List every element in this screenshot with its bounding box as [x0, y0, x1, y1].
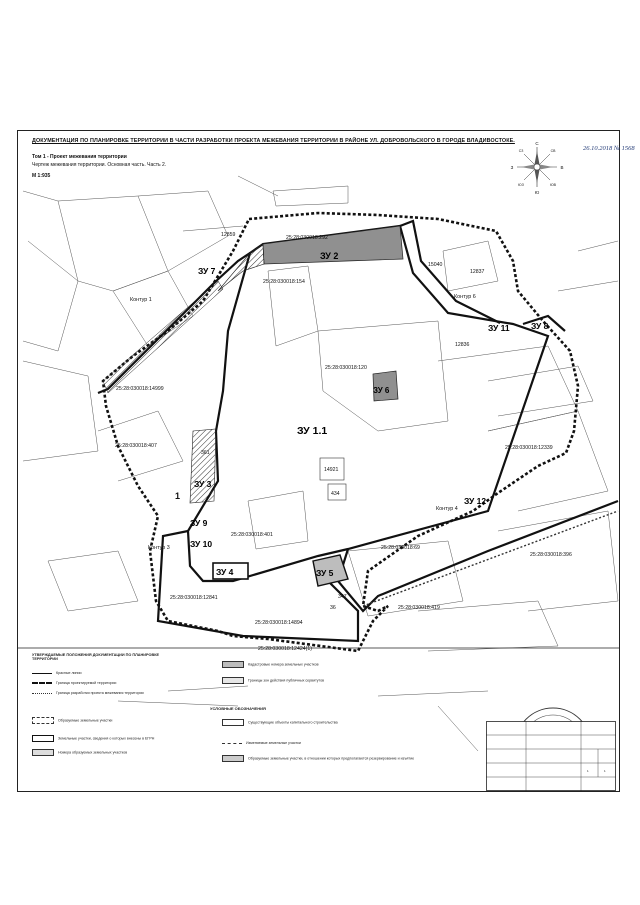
legend-item-project-boundary	[32, 681, 116, 685]
legend-item-new-parcels	[32, 717, 112, 724]
zone-label-zu2: ЗУ 2	[320, 251, 339, 261]
parcel-label-401: 25:28:030018:401	[231, 532, 273, 538]
legend-item-changed-parcels	[222, 741, 301, 745]
compass-west-label: З	[510, 165, 514, 170]
parcel-label-419: 25:28:030018:419	[398, 605, 440, 611]
parcel-label-347: 347	[338, 594, 347, 600]
parcel-label-36: 36	[330, 605, 336, 611]
document-title: ДОКУМЕНТАЦИЯ ПО ПЛАНИРОВКЕ ТЕРРИТОРИИ В ЧАСТИ РАЗРАБОТКИ ПРОЕКТА МЕЖЕВАНИЯ ТЕРРИТОРИИ В РАЙОНЕ УЛ. ДОБРОВОЛЬСКОГО В ГОРОДЕ ВЛАДИВОСТОКЕ.	[32, 138, 515, 144]
servitude-line	[363, 511, 618, 606]
parcel-label-361: 361	[201, 450, 210, 456]
compass-rose	[511, 141, 564, 195]
contour-label-6: Контур 6	[454, 294, 476, 300]
handwritten-registration: 26.10.2018 № 1568	[583, 145, 635, 152]
zone-label-zu6: ЗУ 6	[373, 386, 390, 395]
parcel-label-15040: 15040	[428, 262, 443, 268]
legend-item-egrn-parcels	[32, 735, 154, 742]
legend-text-6: Номера образуемых земельных участков	[58, 750, 128, 755]
drawing-subtitle: Чертеж межевания территории. Основная часть. Часть 2.	[32, 162, 167, 168]
compass-se-label: ЮВ	[550, 183, 556, 187]
parcel-label-12837: 12837	[470, 269, 485, 275]
parcel-label-12859: 12859	[221, 232, 236, 238]
parcel-label-1: 1	[175, 491, 181, 501]
zone-labels	[190, 251, 549, 578]
legend-text-2: Граница проектируемой территории	[56, 681, 117, 685]
legend-text-5: Земельные участки, сведения о которых внесены в ЕГРН	[58, 736, 155, 741]
parcel-label-154: 25:28:030018:154	[263, 279, 305, 285]
legend-item-cad-numbers	[222, 661, 319, 668]
legend-text-7: Кадастровые номера земельных участков	[248, 662, 319, 667]
legend-text-9: Существующие объекты капитального строительства	[248, 720, 338, 725]
legend-text-10: Изменяемые земельные участки	[246, 741, 301, 745]
map-sheet	[17, 130, 635, 792]
legend-item-buildings	[222, 719, 338, 726]
red-lines	[98, 221, 618, 641]
parcel-label-14999: 25:28:030018:14999	[116, 386, 164, 392]
title-block-sheet: 1	[587, 769, 589, 773]
compass-ne-label: СВ	[550, 149, 556, 153]
zu3-area	[190, 429, 216, 503]
scale-label: М 1:935	[32, 173, 51, 179]
zone-label-zu11: ЗУ 1.1	[297, 425, 328, 437]
contour-label-3: Контур 3	[148, 545, 170, 551]
zone-label-zu7: ЗУ 7	[198, 266, 216, 276]
contour-label-4: Контур 4	[436, 506, 458, 512]
parcel-label-12339: 25:28:030018:12339	[505, 445, 553, 451]
legend-text-3: Граница разработки проекта межевания территории	[56, 691, 144, 695]
legend-heading: УТВЕРЖДАЕМЫЕ ПОЛОЖЕНИЯ ДОКУМЕНТАЦИИ ПО ПЛАНИРОВКЕ ТЕРРИТОРИИ	[32, 653, 160, 661]
legend-item-reserved	[222, 755, 422, 762]
legend-text-4: Образуемые земельные участки	[58, 718, 113, 723]
legend-item-red-lines	[32, 671, 82, 675]
legend-item-servitude	[222, 677, 324, 684]
volume-title: Том 1 - Проект межевания территории	[32, 154, 127, 160]
legend-text-8: Границы зон действия публичных сервитутов	[248, 678, 325, 683]
parcel-label-12424: 25:28:030018:12424(1)	[258, 646, 312, 652]
title-block	[486, 721, 616, 791]
compass-sw-label: ЮЗ	[518, 183, 524, 187]
compass-south-label: Ю	[534, 190, 540, 195]
nw-hatched-strip	[103, 281, 223, 393]
parcel-label-292: 25:28:030018:292	[286, 235, 328, 241]
parcel-label-69: 25:28:030018:69	[381, 545, 420, 551]
zone-label-zu12: ЗУ 12	[464, 496, 487, 506]
legend-text-11: Образуемые земельные участки, в отношении которых предполагаются резервирование и изъятие	[248, 756, 415, 761]
zone-label-zu8: ЗУ 8	[531, 321, 549, 331]
parcel-label-434: 434	[331, 491, 340, 497]
compass-east-label: В	[560, 165, 564, 170]
legend-item-dev-boundary	[32, 691, 144, 695]
legend-conditions-heading: УСЛОВНЫЕ ОБОЗНАЧЕНИЯ	[210, 706, 266, 711]
legend-text-1: Красные линии	[56, 671, 82, 675]
zone-label-zu5: ЗУ 5	[316, 568, 334, 578]
parcel-label-407: 25:28:030018:407	[115, 443, 157, 449]
zone-label-zu10: ЗУ 10	[190, 539, 213, 549]
zone-label-zu9: ЗУ 9	[190, 518, 208, 528]
parcel-label-120: 25:28:030018:120	[325, 365, 367, 371]
zone-label-zu4: ЗУ 4	[216, 567, 234, 577]
parcel-label-14921: 14921	[324, 467, 339, 473]
contour-label-1: Контур 1	[130, 297, 152, 303]
compass-north-label: С	[535, 141, 539, 146]
parcel-label-14894: 25:28:030018:14894	[255, 620, 303, 626]
parcel-label-12841: 25:28:030018:12841	[170, 595, 218, 601]
contour-labels	[130, 294, 476, 551]
zone-label-zu11b: ЗУ 11	[488, 323, 510, 333]
zone-label-zu3: ЗУ 3	[194, 479, 212, 489]
title-block-sheets: 1	[604, 769, 606, 773]
legend	[32, 651, 472, 781]
parcel-label-396: 25:28:030018:396	[530, 552, 572, 558]
parcel-label-12836: 12836	[455, 342, 470, 348]
legend-item-zu-numbers	[32, 749, 127, 756]
compass-nw-label: СЗ	[518, 149, 524, 153]
